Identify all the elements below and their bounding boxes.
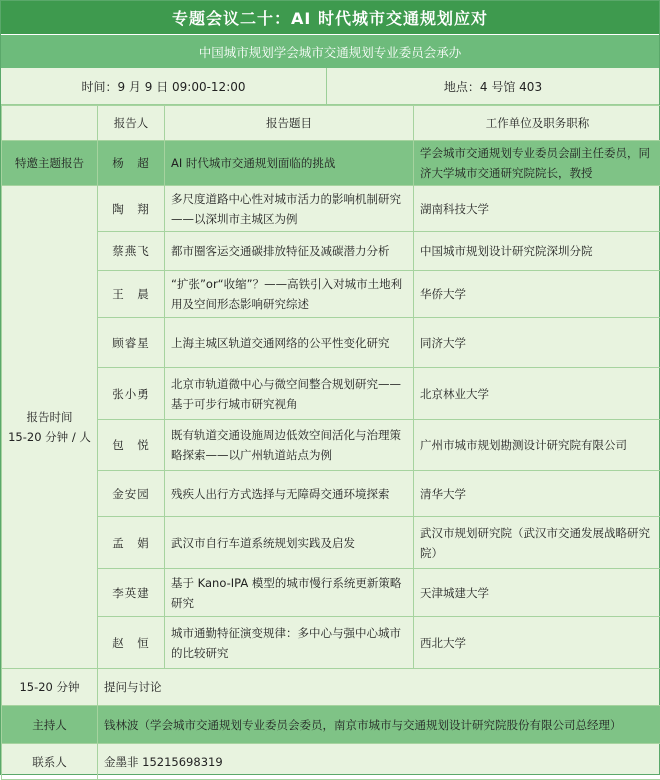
talk-affiliation: 天津城建大学 (414, 569, 660, 617)
qa-row (2, 669, 660, 706)
report-time-cell (2, 186, 98, 669)
talk-row (2, 471, 660, 517)
talk-affiliation: 同济大学 (414, 318, 660, 368)
talk-topic: “扩张”or“收缩”？——高铁引入对城市土地利用及空间形态影响研究综述 (165, 271, 414, 318)
talk-row (2, 271, 660, 318)
keynote-row (2, 141, 660, 186)
header-topic: 报告题目 (165, 106, 414, 141)
header-blank (2, 106, 98, 141)
talk-affiliation: 西北大学 (414, 617, 660, 669)
talk-speaker: 李英建 (98, 569, 165, 617)
talk-row (2, 318, 660, 368)
talk-topic: 北京市轨道微中心与微空间整合规划研究——基于可步行城市研究视角 (165, 368, 414, 420)
talk-row (2, 186, 660, 232)
host-label: 主持人 (2, 706, 98, 744)
talk-speaker: 金安园 (98, 471, 165, 517)
talk-row (2, 368, 660, 420)
talk-speaker: 包 悦 (98, 420, 165, 471)
contact-label: 联系人 (2, 744, 98, 780)
qa-duration: 15-20 分钟 (2, 669, 98, 706)
session-time: 时间：9 月 9 日 09:00-12:00 (1, 68, 327, 104)
keynote-affiliation: 学会城市交通规划专业委员会副主任委员，同济大学城市交通研究院院长，教授 (414, 141, 660, 186)
talk-speaker: 孟 娟 (98, 517, 165, 569)
contact-row (2, 744, 660, 780)
talk-speaker: 蔡燕飞 (98, 232, 165, 271)
host-row (2, 706, 660, 744)
talk-row (2, 617, 660, 669)
talk-row (2, 517, 660, 569)
talk-topic: 上海主城区轨道交通网络的公平性变化研究 (165, 318, 414, 368)
talk-row (2, 569, 660, 617)
talk-speaker: 陶 翔 (98, 186, 165, 232)
host-value: 钱林波（学会城市交通规划专业委员会委员，南京市城市与交通规划设计研究院股份有限公司总经理） (98, 706, 660, 744)
session-info-row (1, 68, 659, 105)
talk-row (2, 232, 660, 271)
talk-topic: 城市通勤特征演变规律：多中心与强中心城市的比较研究 (165, 617, 414, 669)
agenda-table (1, 105, 660, 780)
talk-topic: 都市圈客运交通碳排放特征及减碳潜力分析 (165, 232, 414, 271)
talk-affiliation: 武汉市规划研究院（武汉市交通发展战略研究院） (414, 517, 660, 569)
table-header-row (2, 106, 660, 141)
session-title: 专题会议二十：AI 时代城市交通规划应对 (1, 1, 659, 34)
report-time-line2: 15-20 分钟 / 人 (8, 427, 91, 447)
talk-affiliation: 中国城市规划设计研究院深圳分院 (414, 232, 660, 271)
contact-value: 金墨非 15215698319 (98, 744, 660, 780)
talk-affiliation: 广州市城市规划勘测设计研究院有限公司 (414, 420, 660, 471)
talk-speaker: 赵 恒 (98, 617, 165, 669)
talk-topic: 武汉市自行车道系统规划实践及启发 (165, 517, 414, 569)
talk-topic: 基于 Kano-IPA 模型的城市慢行系统更新策略研究 (165, 569, 414, 617)
header-affiliation: 工作单位及职务职称 (414, 106, 660, 141)
keynote-label: 特邀主题报告 (2, 141, 98, 186)
report-time-line1: 报告时间 (8, 407, 91, 427)
talk-speaker: 张小勇 (98, 368, 165, 420)
talk-speaker: 顾睿星 (98, 318, 165, 368)
talk-affiliation: 华侨大学 (414, 271, 660, 318)
keynote-speaker: 杨 超 (98, 141, 165, 186)
session-place: 地点：4 号馆 403 (327, 68, 659, 104)
talk-topic: 残疾人出行方式选择与无障碍交通环境探索 (165, 471, 414, 517)
talk-affiliation: 清华大学 (414, 471, 660, 517)
qa-label: 提问与讨论 (98, 669, 660, 706)
organizer-banner: 中国城市规划学会城市交通规划专业委员会承办 (1, 34, 659, 68)
talk-row (2, 420, 660, 471)
talk-topic: 既有轨道交通设施周边低效空间活化与治理策略探索——以广州轨道站点为例 (165, 420, 414, 471)
talk-speaker: 王 晨 (98, 271, 165, 318)
talk-topic: 多尺度道路中心性对城市活力的影响机制研究——以深圳市主城区为例 (165, 186, 414, 232)
talk-affiliation: 北京林业大学 (414, 368, 660, 420)
header-speaker: 报告人 (98, 106, 165, 141)
talk-affiliation: 湖南科技大学 (414, 186, 660, 232)
keynote-topic: AI 时代城市交通规划面临的挑战 (165, 141, 414, 186)
